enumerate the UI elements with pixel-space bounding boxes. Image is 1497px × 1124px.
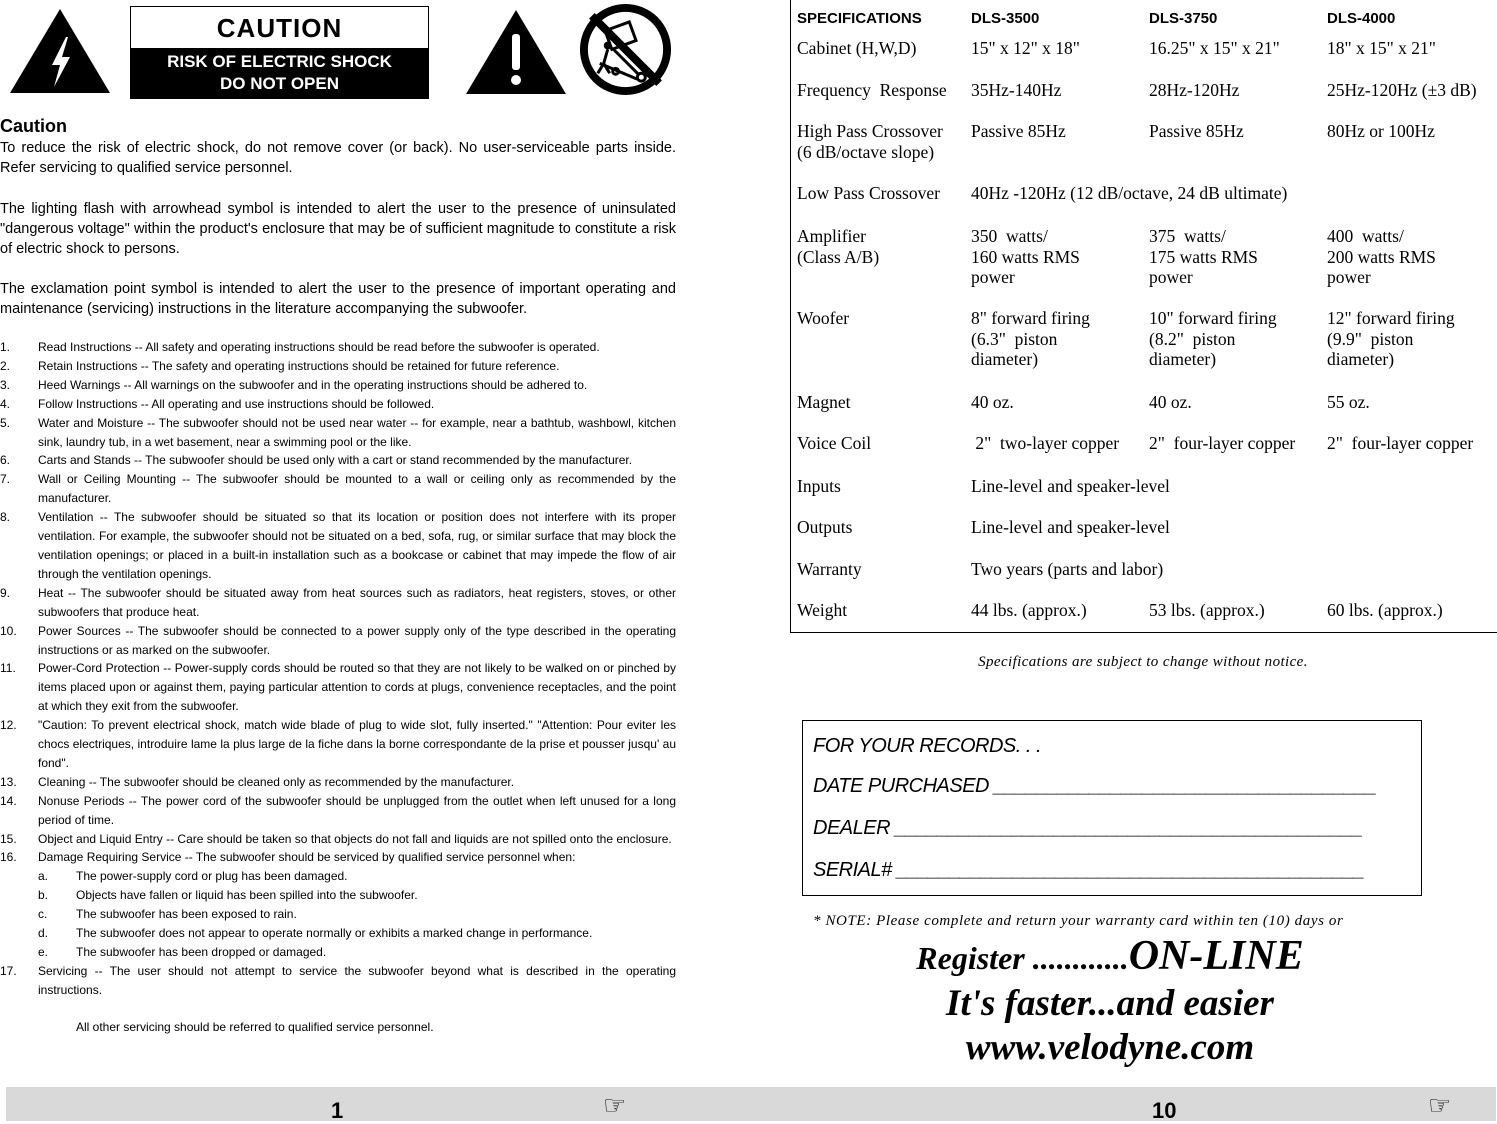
spec-dls3500: 8" forward firing (6.3" piston diameter): [971, 308, 1090, 369]
spec-label: Low Pass Crossover: [797, 183, 940, 203]
list-item-number: 10.: [0, 623, 17, 638]
list-item-text: Nonuse Periods -- The power cord of the subwoofer should be unplugged from the outlet when left unused for a long period of time.: [38, 793, 676, 827]
list-item: [0, 395, 676, 414]
list-item: [0, 357, 676, 376]
spec-dls3500: 2" two-layer copper: [971, 433, 1120, 453]
spec-dls3750: 16.25" x 15" x 21": [1149, 38, 1280, 58]
list-item-text: Damage Requiring Service -- The subwoofer should be serviced by qualified service personnel when:: [38, 850, 576, 865]
list-item-number: 17.: [0, 963, 17, 978]
specifications-table: [790, 0, 1497, 633]
spec-dls4000: 55 oz.: [1327, 392, 1370, 412]
spec-dls3750: 53 lbs. (approx.): [1149, 600, 1265, 620]
warranty-note: * NOTE: Please complete and return your warranty card within ten (10) days or: [813, 913, 1344, 929]
list-item-text: The subwoofer has been dropped or damaged.: [76, 945, 327, 959]
spec-dls3500: 40Hz -120Hz (12 dB/octave, 24 dB ultimate): [971, 183, 1288, 203]
electric-shock-warning-icon: [8, 7, 112, 95]
list-item-text: The power-supply cord or plug has been damaged.: [76, 869, 348, 884]
list-item: [0, 943, 676, 962]
list-item-number: 9.: [0, 585, 11, 600]
list-item: [0, 924, 676, 943]
website-url[interactable]: www.velodyne.com: [965, 1027, 1255, 1068]
dealer-field[interactable]: DEALER ____________________________________________: [813, 817, 1363, 839]
records-box: [802, 720, 1422, 896]
list-item-number: 14.: [0, 793, 17, 808]
register-online: [760, 932, 1460, 980]
spec-label: Voice Coil: [797, 433, 872, 453]
spec-dls3500: 350 watts/ 160 watts RMS power: [971, 226, 1080, 287]
list-item-number: c.: [38, 907, 48, 922]
list-item: [0, 622, 676, 660]
list-item-text: Wall or Ceiling Mounting -- The subwoofer should be mounted to a wall or ceiling only as recommended by the manufacturer.: [38, 472, 676, 506]
spec-dls4000: 2" four-layer copper: [1327, 433, 1474, 453]
list-item-number: 15.: [0, 831, 17, 846]
spec-dls3500: Line-level and speaker-level: [971, 476, 1170, 496]
pointing-hand-icon: ☞: [1428, 1090, 1452, 1120]
spec-dls3500: Two years (parts and labor): [971, 559, 1164, 579]
records-title: FOR YOUR RECORDS. . .: [813, 735, 1042, 757]
safety-instructions-list: [0, 338, 676, 1037]
list-item: [0, 659, 676, 716]
list-item: [0, 867, 676, 886]
register-text: Register ............: [916, 940, 1129, 976]
spec-label: Weight: [797, 600, 848, 620]
list-item-number: 6.: [0, 453, 11, 468]
list-item-text: Power-Cord Protection -- Power-supply cords should be routed so that they are not likely to be walked on or pinched by items placed upon or against them, paying particular attention to cords at plugs, convenience receptacles, and the point at which they exit from the subwoofer.: [38, 661, 676, 714]
list-item-text: Object and Liquid Entry -- Care should be taken so that objects do not fall and liquids are not spilled onto the enclosure.: [38, 831, 672, 846]
list-item-text: Carts and Stands -- The subwoofer should be used only with a cart or stand recommended by the manufacturer.: [38, 453, 633, 468]
list-item-number: 11.: [0, 661, 16, 676]
spec-dls4000: 80Hz or 100Hz: [1327, 121, 1435, 141]
caution-paragraph-1: To reduce the risk of electric shock, do not remove cover (or back). No user-serviceable parts inside. Refer servicing to qualified service personnel.: [0, 140, 676, 176]
spec-dls3750: 375 watts/ 175 watts RMS power: [1149, 226, 1258, 287]
list-item: [0, 848, 676, 867]
risk-warning: [131, 48, 428, 98]
list-item-number: 3.: [0, 377, 11, 392]
spec-dls3750: 2" four-layer copper: [1149, 433, 1296, 453]
caution-paragraph-3: The exclamation point symbol is intended to alert the user to the presence of important operating and maintenance (servicing) instructions in the literature accompanying the subwoofer.: [0, 281, 676, 317]
list-item-text: Servicing -- The user should not attempt to service the subwoofer beyond what is described in the operating instructions.: [38, 963, 676, 997]
list-item: [0, 773, 676, 792]
spec-header-dls4000: DLS-4000: [1327, 10, 1396, 27]
risk-line-1: RISK OF ELECTRIC SHOCK: [167, 52, 392, 71]
list-item: [0, 376, 676, 395]
caution-paragraph-2: The lighting flash with arrowhead symbol is intended to alert the user to the presence of uninsulated "dangerous voltage" within the product's enclosure that may be of sufficient magnitude to constitute a risk of electric shock to persons.: [0, 201, 676, 257]
cart-tip-over-icon: [578, 2, 673, 97]
spec-dls4000: 12" forward firing (9.9" piston diameter): [1327, 308, 1455, 369]
spec-label: Cabinet (H,W,D): [797, 38, 917, 58]
list-item-number: 2.: [0, 358, 11, 373]
faster-easier: It's faster...and easier: [946, 983, 1274, 1024]
spec-label: Magnet: [797, 392, 851, 412]
list-item: [0, 470, 676, 508]
list-item-text: Power Sources -- The subwoofer should be connected to a power supply only of the type described in the operating instructions or as marked on the subwoofer.: [38, 623, 676, 657]
list-item-text: Read Instructions -- All safety and operating instructions should be read before the subwoofer is operated.: [38, 340, 600, 354]
serial-field[interactable]: SERIAL# ____________________________________________: [813, 859, 1365, 881]
list-item: [0, 886, 676, 905]
spec-dls3500: 40 oz.: [971, 392, 1014, 412]
spec-dls4000: 25Hz-120Hz (±3 dB): [1327, 80, 1477, 100]
spec-label: Outputs: [797, 517, 853, 537]
page-footer-bar: [6, 1087, 1496, 1121]
list-item-text: Cleaning -- The subwoofer should be cleaned only as recommended by the manufacturer.: [38, 774, 515, 789]
spec-dls4000: 400 watts/ 200 watts RMS power: [1327, 226, 1436, 287]
list-item-number: a.: [38, 869, 49, 884]
list-item-number: 7.: [0, 472, 11, 487]
spec-header-dls3500: DLS-3500: [971, 10, 1040, 27]
spec-dls4000: 60 lbs. (approx.): [1327, 600, 1443, 620]
list-item-number: b.: [38, 888, 49, 903]
closing-note: All other servicing should be referred to qualified service personnel.: [76, 1019, 434, 1034]
exclamation-warning-icon: [464, 8, 568, 96]
spec-header-dls3750: DLS-3750: [1149, 10, 1218, 27]
pointing-hand-icon: ☞: [603, 1090, 627, 1120]
list-item-text: Follow Instructions -- All operating and use instructions should be followed.: [38, 396, 435, 411]
list-item: [0, 508, 676, 584]
list-item: [0, 830, 676, 849]
list-item-text: Heat -- The subwoofer should be situated away from heat sources such as radiators, heat registers, stoves, or other subwoofers that produce heat.: [38, 585, 676, 619]
list-item-text: Objects have fallen or liquid has been spilled into the subwoofer.: [76, 888, 418, 903]
list-item-text: Heed Warnings -- All warnings on the subwoofer and in the operating instructions should be adhered to.: [38, 377, 588, 392]
spec-dls3750: 28Hz-120Hz: [1149, 80, 1240, 100]
list-item-number: e.: [38, 945, 49, 959]
spec-label: High Pass Crossover (6 dB/octave slope): [797, 121, 943, 162]
spec-label: Warranty: [797, 559, 862, 579]
list-item: [0, 584, 676, 622]
list-item: [0, 716, 676, 773]
list-item-number: 4.: [0, 396, 11, 411]
spec-label: Amplifier (Class A/B): [797, 226, 880, 267]
page-number-left: 1: [331, 1098, 344, 1123]
online-text: ON-LINE: [1128, 933, 1304, 979]
spec-dls3500: Passive 85Hz: [971, 121, 1066, 141]
spec-dls3500: Line-level and speaker-level: [971, 517, 1170, 537]
list-item-number: 5.: [0, 415, 11, 430]
list-item-number: 16.: [0, 850, 17, 865]
list-item-number: 8.: [0, 510, 11, 525]
date-purchased-field[interactable]: DATE PURCHASED ____________________________________: [813, 775, 1377, 797]
list-item-text: "Caution: To prevent electrical shock, match wide blade of plug to wide slot, fully inserted." "Attention: Pour eviter les chocs electriques, introduire lame la plus large de la fiche dans la borne correspondante de la prise et pousser jusqu' au fond".: [38, 718, 676, 770]
caution-label-box: [130, 6, 429, 99]
spec-dls3750: 10" forward firing (8.2" piston diameter): [1149, 308, 1277, 369]
list-item: [0, 792, 676, 830]
page-number-right: 10: [1152, 1098, 1177, 1123]
spec-dls3750: Passive 85Hz: [1149, 121, 1244, 141]
spec-dls3750: 40 oz.: [1149, 392, 1192, 412]
list-item-number: 12.: [0, 718, 17, 733]
caution-heading: Caution: [0, 116, 67, 136]
list-item-text: The subwoofer has been exposed to rain.: [76, 907, 297, 922]
spec-header-label: SPECIFICATIONS: [797, 10, 922, 27]
spec-dls4000: 18" x 15" x 21": [1327, 38, 1436, 58]
list-item: [0, 414, 676, 452]
spec-dls3500: 44 lbs. (approx.): [971, 600, 1087, 620]
list-item-text: Retain Instructions -- The safety and operating instructions should be retained for future reference.: [38, 358, 560, 373]
list-item-number: d.: [38, 926, 49, 941]
list-item: [0, 451, 676, 470]
spec-dls3500: 15" x 12" x 18": [971, 38, 1080, 58]
list-item: [0, 905, 676, 924]
list-item-text: The subwoofer does not appear to operate normally or exhibits a marked change in performance.: [76, 926, 593, 941]
list-item-number: 1.: [0, 340, 11, 354]
spec-label: Frequency Response: [797, 80, 947, 100]
spec-label: Woofer: [797, 308, 850, 328]
list-item-text: Ventilation -- The subwoofer should be situated so that its location or position does not interfere with its proper ventilation. For example, the subwoofer should not be situated on a bed, sofa, rug, or similar surface that may block the ventilation openings; or placed in a built-in installation such as a bookcase or cabinet that may impede the flow of air through the ventilation openings.: [38, 510, 676, 581]
risk-line-2: DO NOT OPEN: [219, 74, 339, 93]
spec-dls3500: 35Hz-140Hz: [971, 80, 1062, 100]
specs-change-note: Specifications are subject to change without notice.: [978, 654, 1308, 670]
list-item-text: Water and Moisture -- The subwoofer should not be used near water -- for example, near a bathtub, washbowl, kitchen sink, laundry tub, in a wet basement, near a swimming pool or the like.: [38, 415, 676, 449]
list-item-number: 13.: [0, 774, 17, 789]
spec-label: Inputs: [797, 476, 841, 496]
list-item: [0, 338, 676, 357]
list-item: [0, 962, 676, 1000]
caution-label: CAUTION: [216, 13, 343, 43]
